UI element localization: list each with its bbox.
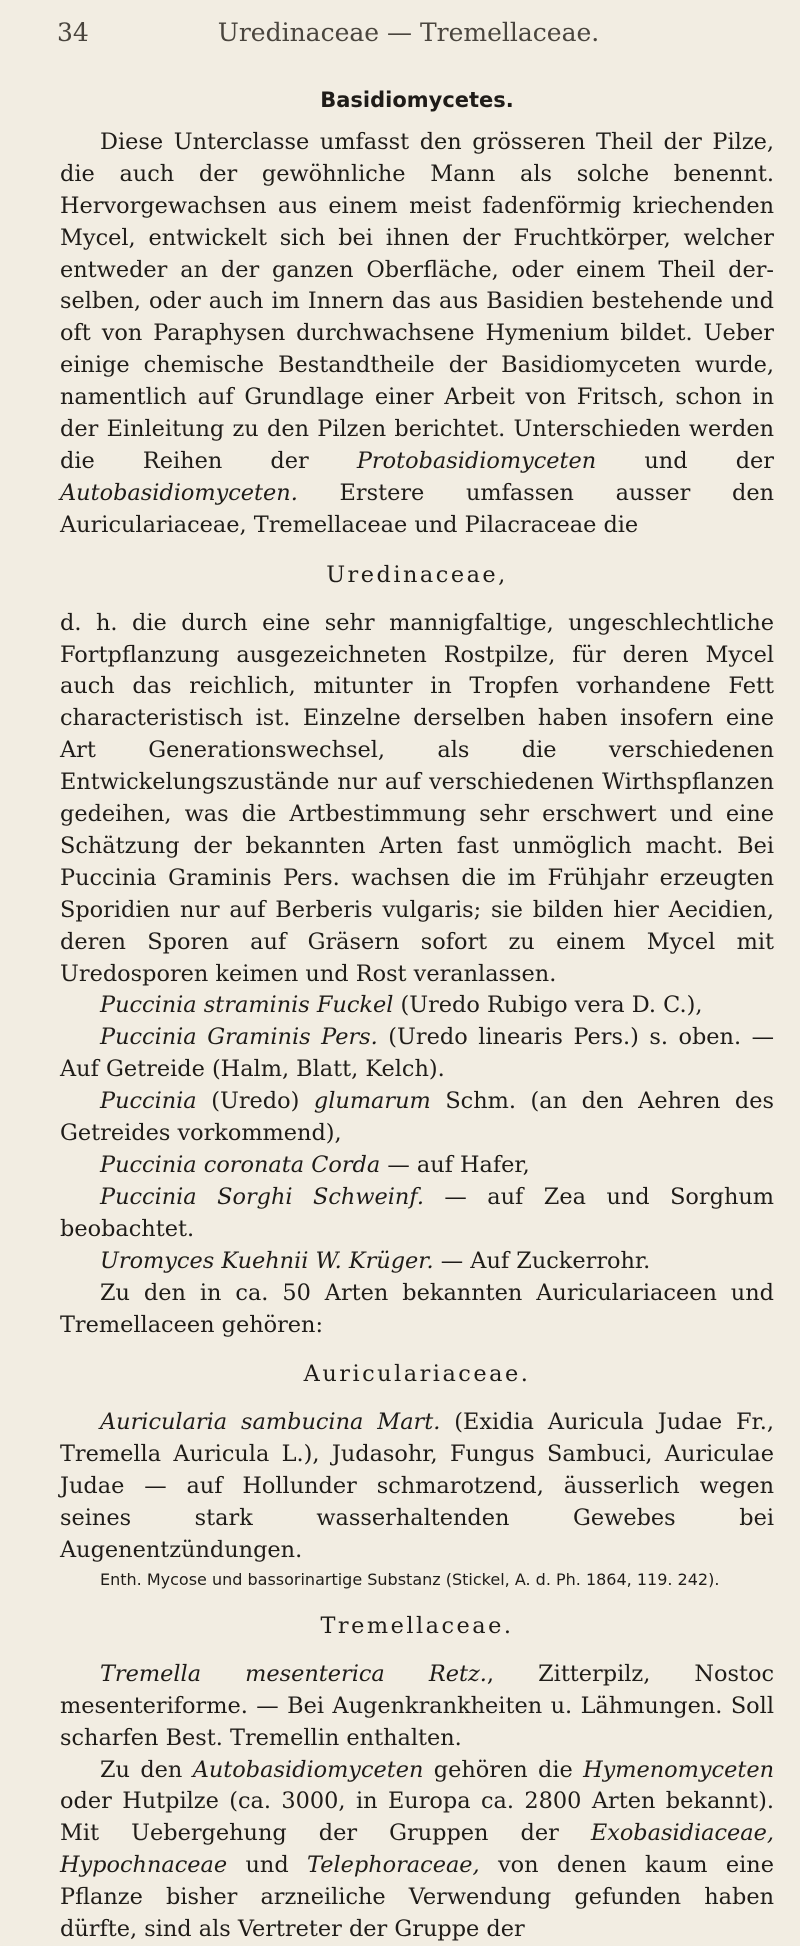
text-run: von denen kaum eine Pflanze bisher arzneiliche Verwendung gefunden haben dürfte, sind als Vertreter der Gruppe der (60, 1852, 774, 1943)
species-name: Puccinia (100, 1088, 197, 1115)
auriculariaceae-heading: Auriculariaceae. (303, 1361, 531, 1388)
hymenomyceten-paragraph (60, 1755, 774, 1946)
page-number: 34 (57, 18, 89, 47)
species-text: (Uredo linearis Pers.) s. oben. — Auf Getreide (Halm, Blatt, Kelch). (60, 1024, 775, 1083)
species-text: (Uredo) (196, 1088, 314, 1115)
species-entry (60, 1022, 774, 1086)
term: Autobasidiomyceten (192, 1756, 424, 1783)
term: Exobasidiaceae, Hypochnaceae (60, 1820, 774, 1879)
tremella-entry (60, 1659, 774, 1755)
uredinaceae-heading: Uredinaceae, (326, 561, 508, 588)
running-header (57, 18, 760, 50)
intro-text-rest: Erstere umfassen ausser den Auriculariaceae, Tremellaceae und Pilacraceae die (60, 479, 774, 538)
text-run: und (227, 1852, 308, 1879)
species-entry (60, 990, 774, 1022)
transition-paragraph: Zu den in ca. 50 Arten bekannten Auriculariaceen und Tremellaceen gehören: (60, 1279, 774, 1338)
protobasidiomyceten-term: Protobasidiomyceten (356, 447, 597, 474)
species-entry (60, 1246, 774, 1278)
term: Telephoraceae, (307, 1852, 480, 1879)
running-title: Uredinaceae — Tremellaceae. (217, 18, 600, 47)
intro-text: Diese Unterclasse umfasst den grösseren Theil der Pilze, die auch der gewöhnliche Mann als solche benennt. Hervorgewachsen aus einem meist fadenförmig kriechenden Mycel, entwickelt sich bei ihnen der Fruchtkörper, welcher entweder an der ganzen Oberfläche, oder einem Theil derselben, oder auch im Innern das aus Basidien bestehende und oft von Paraphysen durchwachsene Hymenium bildet. Ueber einige chemische Bestandtheile der Basidiomyceten wurde, namentlich auf Grundlage einer Arbeit von Fritsch, schon in der Einleitung zu den Pilzen berichtet. Unterschieden werden die Reihen der (60, 128, 774, 474)
species-text: — auf Hafer, (380, 1152, 530, 1178)
section-title: Basidiomycetes. (320, 88, 514, 112)
species-text: (Uredo Rubigo vera D. C.), (393, 992, 703, 1019)
reference-note: Enth. Mycose und bassorinartige Substanz (Stickel, A. d. Ph. 1864, 119. 242). (100, 1569, 720, 1589)
species-name: Puccinia straminis Fuckel (100, 992, 394, 1019)
species-name: Auricularia sambucina Mart. (100, 1409, 441, 1436)
species-entry (60, 1086, 774, 1150)
autobasidiomyceten-term: Autobasidiomyceten. (60, 479, 298, 506)
species-text: — Auf Zuckerrohr. (433, 1247, 651, 1274)
term: Hymenomyceten (583, 1756, 774, 1783)
text-run: gehören die (423, 1756, 584, 1783)
intro-connector: und der (596, 447, 774, 474)
species-text: Schm. (an den Aehren des Getreides vorkommend), (60, 1088, 774, 1147)
species-name: Puccinia Sorghi Schweinf. (100, 1183, 424, 1210)
intro-paragraph (60, 127, 774, 542)
species-text: (Exidia Auricula Judae Fr., Tremella Auricula L.), Judasohr, Fungus Sambuci, Auriculae Judae — auf Hollunder schmarotzend, äusserlich wegen seines stark wasserhaltenden Gewebes bei Augenentzündungen. (60, 1409, 774, 1563)
text-run: Zu den (100, 1756, 193, 1783)
tremellaceae-heading: Tremellaceae. (320, 1612, 514, 1639)
species-name: Puccinia Graminis Pers. (100, 1024, 378, 1051)
species-name: Puccinia coronata Corda (100, 1152, 381, 1178)
species-entry (60, 1150, 774, 1182)
species-name: Tremella mesenterica Retz. (100, 1660, 487, 1687)
auricularia-entry (60, 1407, 774, 1567)
species-text: — auf Zea und Sorghum beobachtet. (60, 1183, 775, 1242)
species-text: , Zitterpilz, Nostoc mesenteriforme. — Bei Augenkrankheiten u. Lähmungen. Soll scharfen Best. Tremellin enthalten. (60, 1660, 774, 1751)
uredinaceae-paragraph: d. h. die durch eine sehr mannigfaltige, ungeschlechtliche Fortpflanzung ausgezeichneten Rostpilze, für deren Mycel auch das reichlich, mitunter in Tropfen vorhandene Fett characteristisch ist. Einzelne derselben haben insofern eine Art Generationswechsel, als die verschiedenen Entwickelungszustände nur auf verschiedenen Wirthspflanzen gedeihen, was die Artbestimmung sehr erschwert und eine Schätzung der bekannten Arten fast unmöglich macht. Bei Puccinia Graminis Pers. wachsen die im Frühjahr erzeugten Sporidien nur auf Berberis vulgaris; sie bilden hier Aecidien, deren Sporen auf Gräsern sofort zu einem Mycel mit Uredosporen keimen und Rost veranlassen. (60, 609, 774, 987)
species-entry (60, 1182, 774, 1246)
page-body (60, 85, 774, 1946)
text-run: oder Hutpilze (ca. 3000, in Europa ca. 2800 Arten bekannt). Mit Uebergehung der Gruppen der (60, 1788, 774, 1847)
species-name: glumarum (313, 1088, 431, 1115)
species-name: Uromyces Kuehnii W. Krüger. (100, 1247, 434, 1274)
